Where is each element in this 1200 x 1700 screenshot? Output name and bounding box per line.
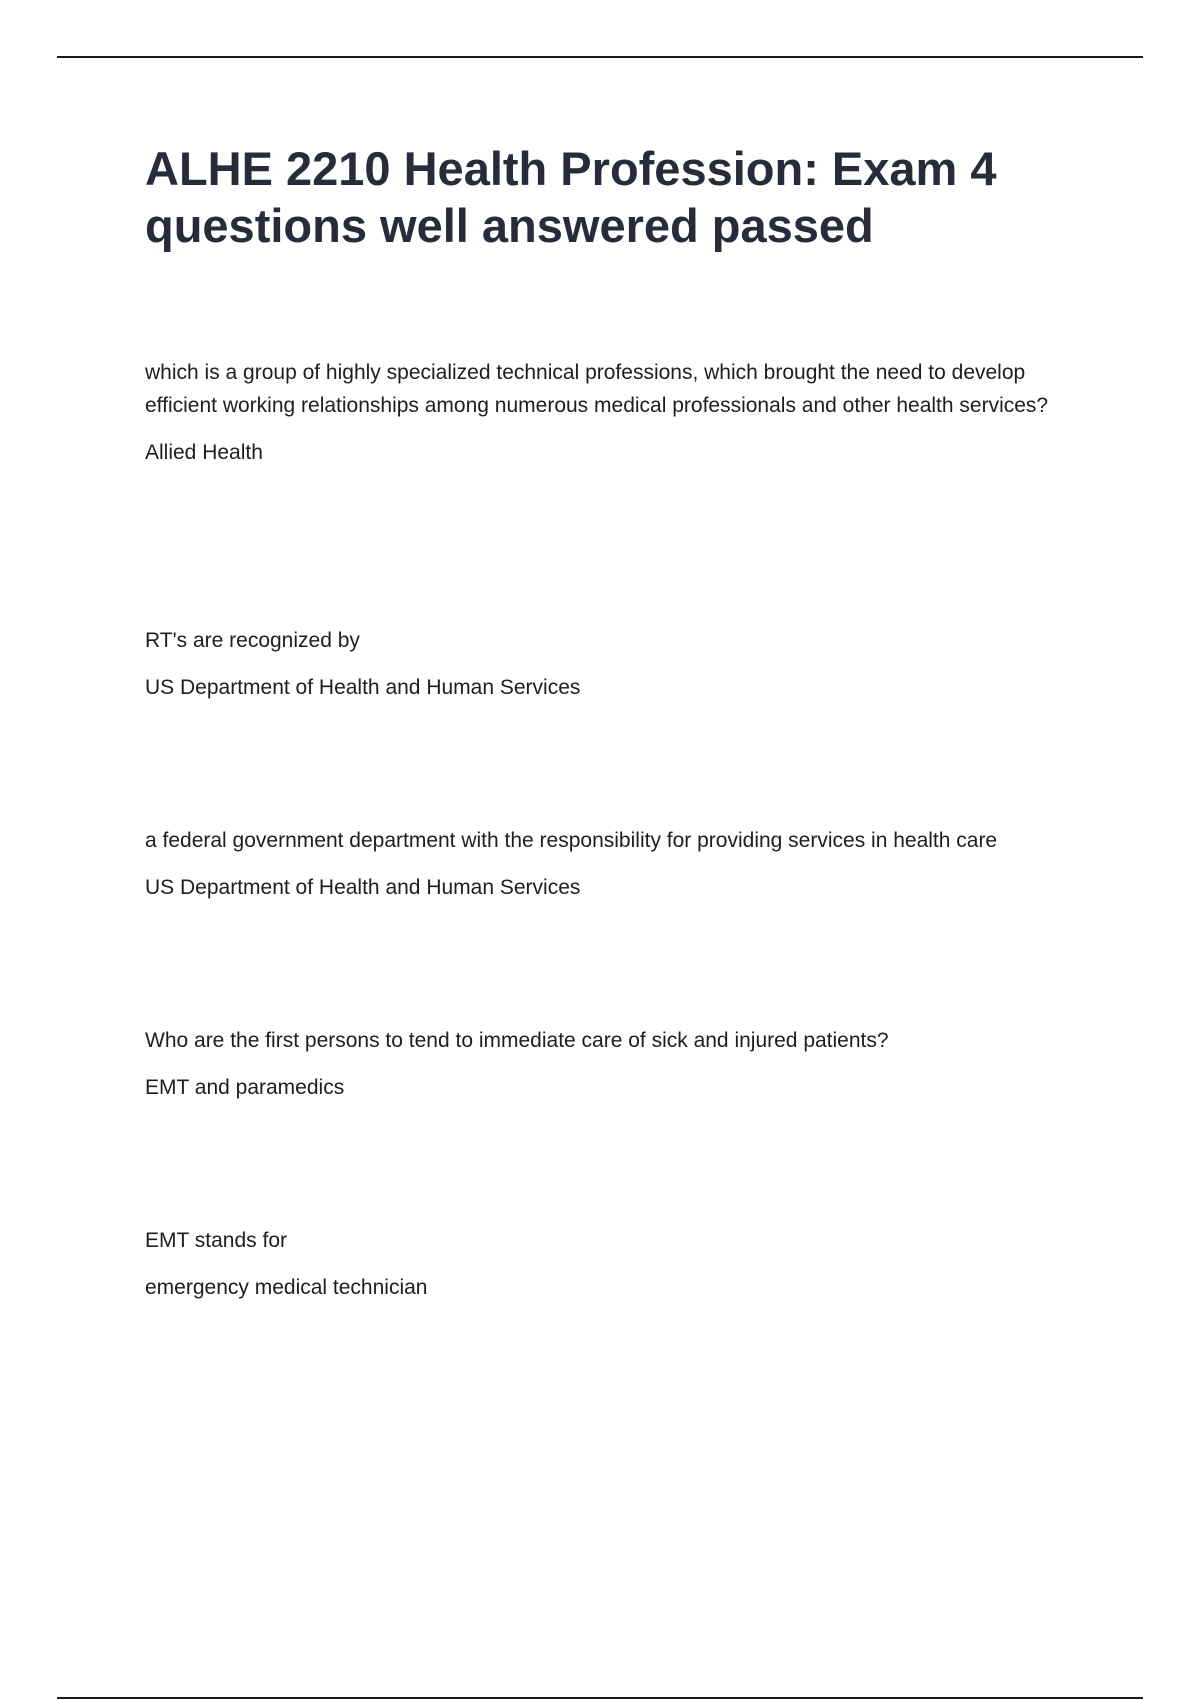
bottom-rule xyxy=(57,1697,1143,1699)
qa-item xyxy=(145,1024,1085,1104)
question-text: Who are the first persons to tend to immediate care of sick and injured patients? xyxy=(145,1029,889,1052)
question-text: a federal government department with the responsibility for providing services in health care xyxy=(145,829,998,852)
document-title: ALHE 2210 Health Profession: Exam 4 questions well answered passed xyxy=(145,142,997,252)
answer-text: US Department of Health and Human Services xyxy=(145,876,581,899)
answer-text: emergency medical technician xyxy=(145,1276,428,1299)
qa-item xyxy=(145,1224,1085,1304)
answer-text: Allied Health xyxy=(145,441,263,464)
question-text: EMT stands for xyxy=(145,1229,287,1252)
answer-text: EMT and paramedics xyxy=(145,1076,345,1099)
top-rule xyxy=(57,56,1143,58)
qa-item xyxy=(145,356,1085,469)
question-text: RT's are recognized by xyxy=(145,629,360,652)
question-text: which is a group of highly specialized technical professions, which brought the need to develop efficient working relationships among numerous medical professionals and other health services? xyxy=(145,361,1049,417)
qa-item xyxy=(145,624,1085,704)
qa-item xyxy=(145,824,1085,904)
answer-text: US Department of Health and Human Services xyxy=(145,676,581,699)
